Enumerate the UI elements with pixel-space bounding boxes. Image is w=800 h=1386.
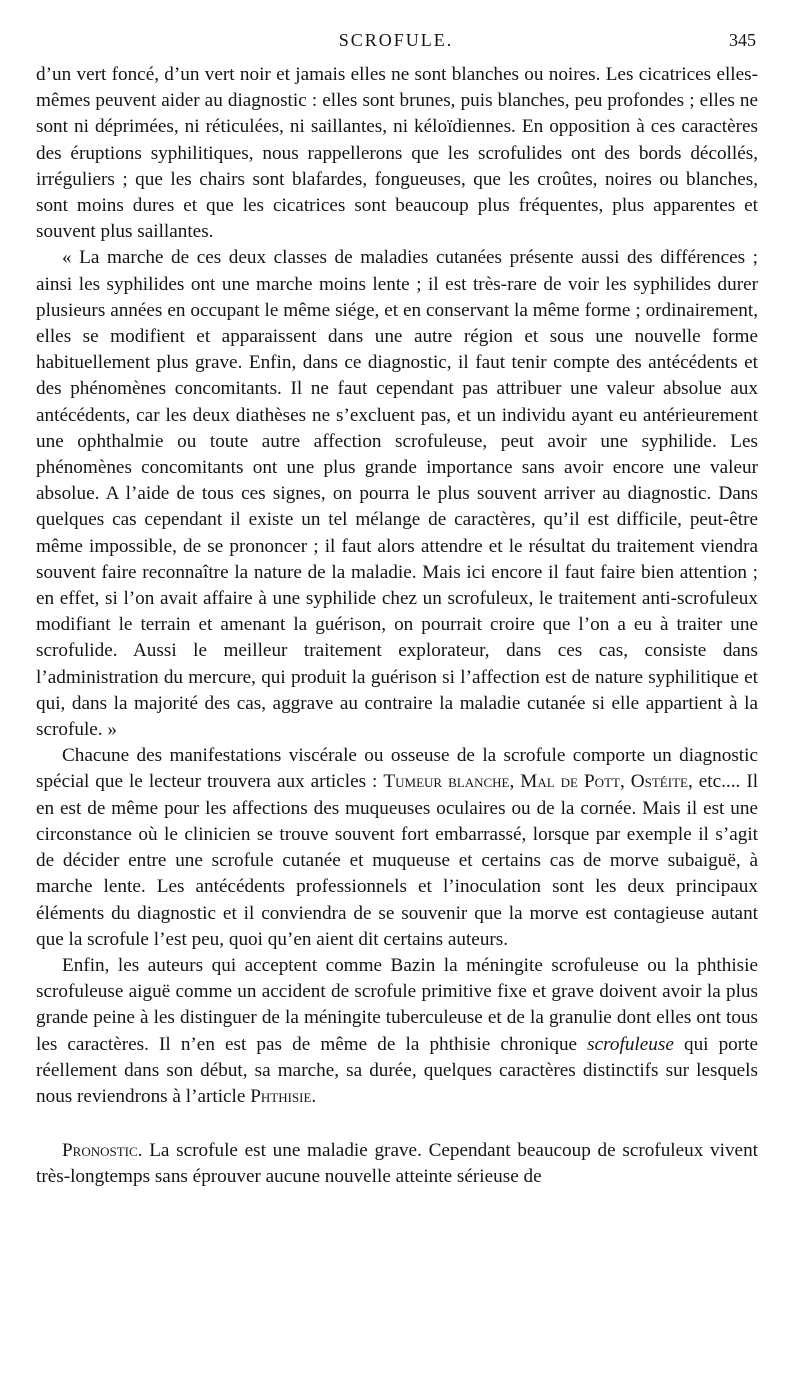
cross-reference-tumeur-blanche: Tumeur blanche [383,771,510,793]
pronostic-text: La scrofule est une maladie grave. Cependant beaucoup de scrofuleux vivent très-longtemps sans éprouver aucune nouvelle atteinte sérieuse de [36,1140,758,1188]
running-title: SCROFULE. [338,30,454,50]
cross-reference-phthisie: Phthisie [250,1085,312,1107]
cross-reference-mal-de-pott: Mal de Pott [520,771,620,793]
section-heading-pronostic: Pronostic. [62,1140,143,1162]
paragraph-3-text-b: etc.... Il en est de même pour les affections des muqueuses oculaires ou de la cornée. Mais il est une circonstance où le clinicien se trouve souvent fort embarrassé, lorsque par exemple il s’agit de décider entre une scrofule cutanée et muqueuse et certains cas de morve subaiguë, à marche lente. Les antécédents professionnels et l’inoculation sont les deux principaux éléments du diagnostic et il conviendra de se souvenir que la morve est contagieuse autant que la scrofule l’est peu, quoi qu’en aient dit certains auteurs. [36,771,759,950]
page-number: 345 [729,30,756,50]
paragraph-2: « La marche de ces deux classes de maladies cutanées présente aussi des différences ; ainsi les syphilides ont une marche moins lente ; il est très-rare de voir les syphilides durer plusieurs années en occupant le même siége, et en conservant la même forme ; ordinairement, elles se modifient et apparaissent dans une autre région et sous une nouvelle forme habituellement plus grave. Enfin, dans ce diagnostic, il faut tenir compte des antécédents et des phénomènes concomitants. Il ne faut cependant pas attribuer une valeur absolue aux antécédents, car les deux diathèses ne s’excluent pas, et un individu ayant eu antérieurement une ophthalmie ou toute autre affection scrofuleuse, peut avoir une syphilide. Les phénomènes concomitants ont une plus grande importance sans avoir encore une valeur absolue. A l’aide de tous ces signes, on pourra le plus souvent arriver au diagnostic. Dans quelques cas cependant il existe un tel mélange de caractères, qu’il est difficile, peut-être même impossible, de se prononcer ; il faut alors attendre et le résultat du traitement viendra souvent faire reconnaître la nature de la maladie. Mais ici encore il faut faire bien attention ; en effet, si l’on avait affaire à une syphilide chez un scrofuleux, le traitement anti-scrofuleux modifiant le terrain et amenant la guérison, on pourrait croire que l’on a eu à traiter une scrofulide. Aussi le meilleur traitement explorateur, dans ces cas, consiste dans l’administration du mercure, qui produit la guérison si l’affection est de nature syphilitique et qui, dans la majorité des cas, aggrave au contraire la maladie cutanée si elle appartient à la scrofule. » [36,247,758,741]
section-gap [36,1110,758,1138]
paragraph-3-text-a: Chacune des manifestations viscérale ou osseuse de la scrofule comporte un diagnostic spécial que le lecteur trouvera aux articles : [36,745,758,793]
paragraph-4-text-a: Enfin, les auteurs qui acceptent comme Bazin la méningite scrofuleuse ou la phthisie scrofuleuse aiguë comme un accident de scrofule primitive fixe et grave doivent avoir la plus grande peine à les distinguer de la méningite tuberculeuse et de la granulie dont elles ont tous les caractères. Il n’en est pas de même de la phthisie chronique [36,954,758,1055]
paragraph-4-end: . [311,1085,317,1107]
paragraph-4-text-b: qui porte réellement dans son début, sa marche, sa durée, quelques caractères distinctifs sur lesquels nous reviendrons à l’article [36,1033,759,1107]
paragraph-1: d’un vert foncé, d’un vert noir et jamais elles ne sont blanches ou noires. Les cicatrices elles-mêmes peuvent aider au diagnostic : elles sont brunes, puis blanches, peu profondes ; elles ne sont ni déprimées, ni réticulées, ni saillantes, ni kéloïdiennes. En opposition à ces caractères des éruptions syphilitiques, nous rappellerons que les scrofulides ont des bords décollés, irréguliers ; que les chairs sont blafardes, fongueuses, que les croûtes, noires ou blanches, sont moins dures et que les cicatrices sont beaucoup plus fréquentes, plus apparentes et souvent plus saillantes. [36,64,758,243]
paragraph-pronostic [36,1138,758,1190]
body-text [36,62,758,1191]
cross-reference-osteite: Ostéite [630,771,688,793]
paragraph-4 [36,953,758,1110]
paragraph-4-emphasis: scrofuleuse [587,1033,674,1055]
page-header [36,30,756,56]
paragraph-3: Chacune des manifestations viscérale ou osseuse de la scrofule comporte un diagnostic spécial que le lecteur trouvera aux articles : Tumeur blanche, Mal de Pott, Ostéite, etc.... Il en est de même pour les affections des muqueuses oculaires ou de la cornée. Mais il est une circonstance où le clinicien se trouve souvent fort embarrassé, lorsque par exemple il s’agit de décider entre une scrofule cutanée et muqueuse et certains cas de morve subaiguë, à marche lente. Les antécédents professionnels et l’inoculation sont les deux principaux éléments du diagnostic et il conviendra de se souvenir que la morve est contagieuse autant que la scrofule l’est peu, quoi qu’en aient dit certains auteurs. [36,745,759,950]
